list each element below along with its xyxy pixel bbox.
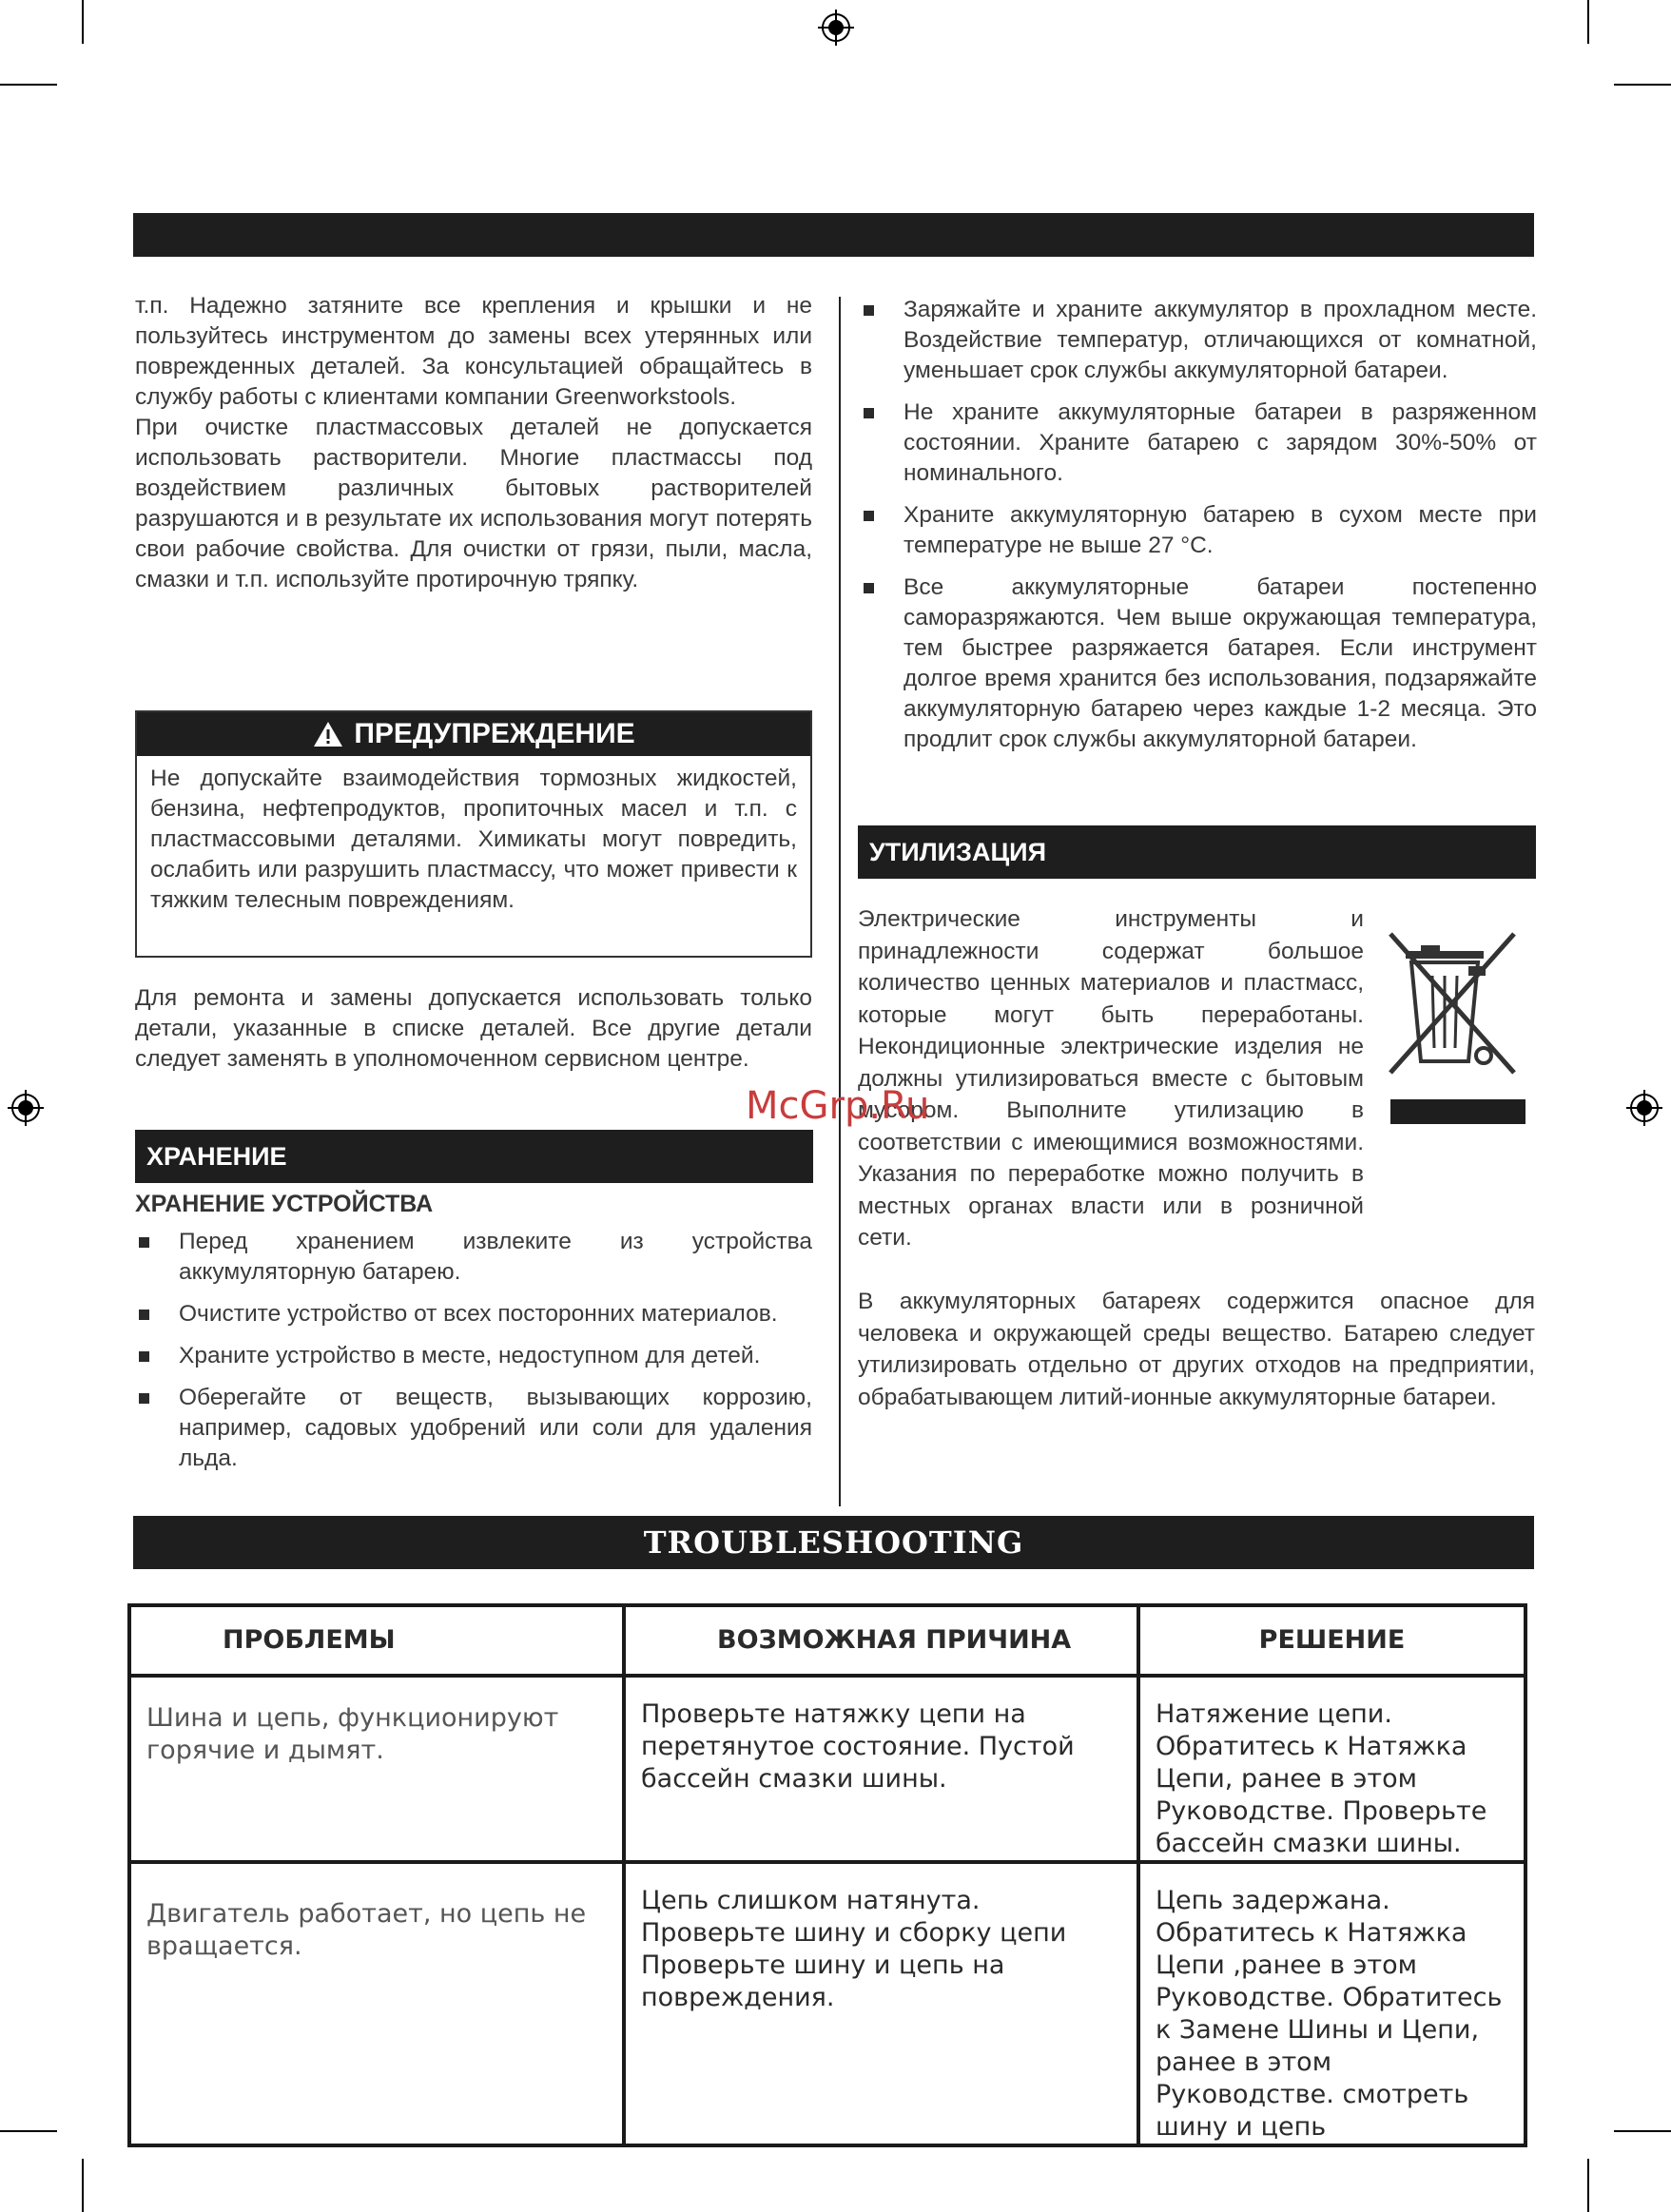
repair-paragraph: Для ремонта и замены допускается использовать только детали, указанные в списке деталей. Все другие детали следует заменять в уполномоченном сервисном центре. (135, 985, 812, 1072)
storage-list-wrapper (135, 1227, 812, 1485)
storage-header-text: ХРАНЕНИЕ (146, 1142, 287, 1171)
battery-storage-list (860, 295, 1537, 755)
table-header-row (129, 1605, 1525, 1676)
troubleshooting-title: TROUBLESHOOTING (643, 1524, 1024, 1561)
list-item: Не храните аккумуляторные батареи в разряженном состоянии. Храните батарею с зарядом 30%-50% от номинального. (860, 398, 1537, 489)
registration-mark-icon (1624, 1088, 1664, 1128)
troubleshooting-banner (133, 1516, 1534, 1569)
list-item: Все аккумуляторные батареи постепенно саморазряжаются. Чем выше окружающая температура, тем быстрее разряжается батарея. Если инструмент долгое время хранится без использования, подзаряжайте аккумуляторную батарею через каждые 1-2 месяца. Это продлит срок службы аккумуляторной батареи. (860, 572, 1537, 755)
list-item: Храните аккумуляторную батарею в сухом месте при температуре не выше 27 °C. (860, 500, 1537, 561)
list-item: Заряжайте и храните аккумулятор в прохладном месте. Воздействие температур, отличающихся от комнатной, уменьшает срок службы аккумуляторной батареи. (860, 295, 1537, 386)
warning-title: ПРЕДУПРЕЖДЕНИЕ (354, 718, 635, 749)
cause-cell: Проверьте натяжку цепи на перетянутое состояние. Пустой бассейн смазки шины. (624, 1676, 1138, 1862)
registration-mark-icon (816, 8, 856, 48)
crop-mark (1587, 2159, 1589, 2212)
disposal-header-text: УТИЛИЗАЦИЯ (869, 838, 1046, 866)
troubleshooting-table (127, 1603, 1527, 2147)
watermark: McGrp.Ru (746, 1084, 930, 1128)
disposal-paragraph: Электрические инструменты и принадлежности содержат большое количество ценных материалов и пластмасс, которые могут быть переработаны. Некондиционные электрические изделия не должны утилизироваться вместе с бытовым мусором. Выполните утилизацию в соответствии с имеющимися возможностями. Указания по переработке можно получить в местных органах власти или в розничной сети. (858, 906, 1364, 1251)
left-column-text (135, 291, 812, 595)
storage-subheader: ХРАНЕНИЕ УСТРОЙСТВА (135, 1191, 434, 1217)
storage-list (135, 1227, 812, 1474)
warning-header (137, 712, 810, 756)
problem-cell: Двигатель работает, но цепь не вращается. (129, 1862, 624, 2145)
column-header-cause: ВОЗМОЖНАЯ ПРИЧИНА (624, 1605, 1138, 1676)
warning-text: Не допускайте взаимодействия тормозных жидкостей, бензина, нефтепродуктов, пропиточных масел и т.п. с пластмассовыми деталями. Химикаты могут повредить, ослабить или разрушить пластмассу, что может привести к тяжким телесным повреждениям. (150, 766, 797, 913)
crop-mark (1614, 2130, 1671, 2132)
problem-cell: Шина и цепь, функционируют горячие и дымят. (129, 1676, 624, 1862)
crop-mark (1587, 0, 1589, 44)
crop-mark (82, 2159, 84, 2212)
crossed-out-wheelie-bin-icon (1385, 928, 1527, 1128)
maintenance-paragraph: т.п. Надежно затяните все крепления и крышки и не пользуйтесь инструментом до замены всех утерянных или поврежденных деталей. За консультацией обращайтесь в службу работы с клиентами компании Greenworkstools. (135, 293, 812, 410)
solution-cell: Цепь задержана. Обратитесь к Натяжка Цепи ,ранее в этом Руководстве. Обратитесь к Замене Шины и Цепи, ранее в этом Руководстве. смотреть шину и цепь (1138, 1862, 1525, 2145)
crop-mark (0, 2130, 57, 2132)
crop-mark (1614, 84, 1671, 86)
battery-list-wrapper (860, 295, 1537, 766)
plastic-cleaning-paragraph: При очистке пластмассовых деталей не допускается использовать растворители. Многие пластмассы под воздействием различных бытовых растворителей разрушаются и в результате их использования могут потерять свои рабочие свойства. Для очистки от грязи, пыли, масла, смазки и т.п. используйте протирочную тряпку. (135, 415, 812, 592)
list-item: Храните устройство в месте, недоступном для детей. (135, 1341, 812, 1371)
column-divider (839, 297, 841, 1506)
disposal-section-header (858, 825, 1536, 879)
storage-section-header (135, 1130, 813, 1183)
registration-mark-icon (6, 1088, 46, 1128)
column-header-solution: РЕШЕНИЕ (1138, 1605, 1525, 1676)
list-item: Оберегайте от веществ, вызывающих коррозию, например, садовых удобрений или соли для удаления льда. (135, 1383, 812, 1474)
crop-mark (82, 0, 84, 44)
solution-cell: Натяжение цепи. Обратитесь к Натяжка Цепи, ранее в этом Руководстве. Проверьте бассейн смазки шины. (1138, 1676, 1525, 1862)
top-header-bar (133, 213, 1534, 257)
list-item: Очистите устройство от всех посторонних материалов. (135, 1299, 812, 1329)
column-header-problems: ПРОБЛЕМЫ (129, 1605, 624, 1676)
battery-disposal-paragraph: В аккумуляторных батареях содержится опасное для человека и окружающей среды вещество. Батарею следует утилизировать отдельно от других отходов на предприятии, обрабатывающем литий-ионные аккумуляторные батареи. (858, 1289, 1535, 1410)
table-row (129, 1676, 1525, 1862)
crop-mark (0, 84, 57, 86)
cause-cell: Цепь слишком натянута. Проверьте шину и сборку цепи Проверьте шину и цепь на повреждения. (624, 1862, 1138, 2145)
warning-triangle-icon (312, 720, 344, 748)
list-item: Перед хранением извлеките из устройства аккумуляторную батарею. (135, 1227, 812, 1288)
table-row (129, 1862, 1525, 2145)
warning-box (135, 710, 812, 958)
